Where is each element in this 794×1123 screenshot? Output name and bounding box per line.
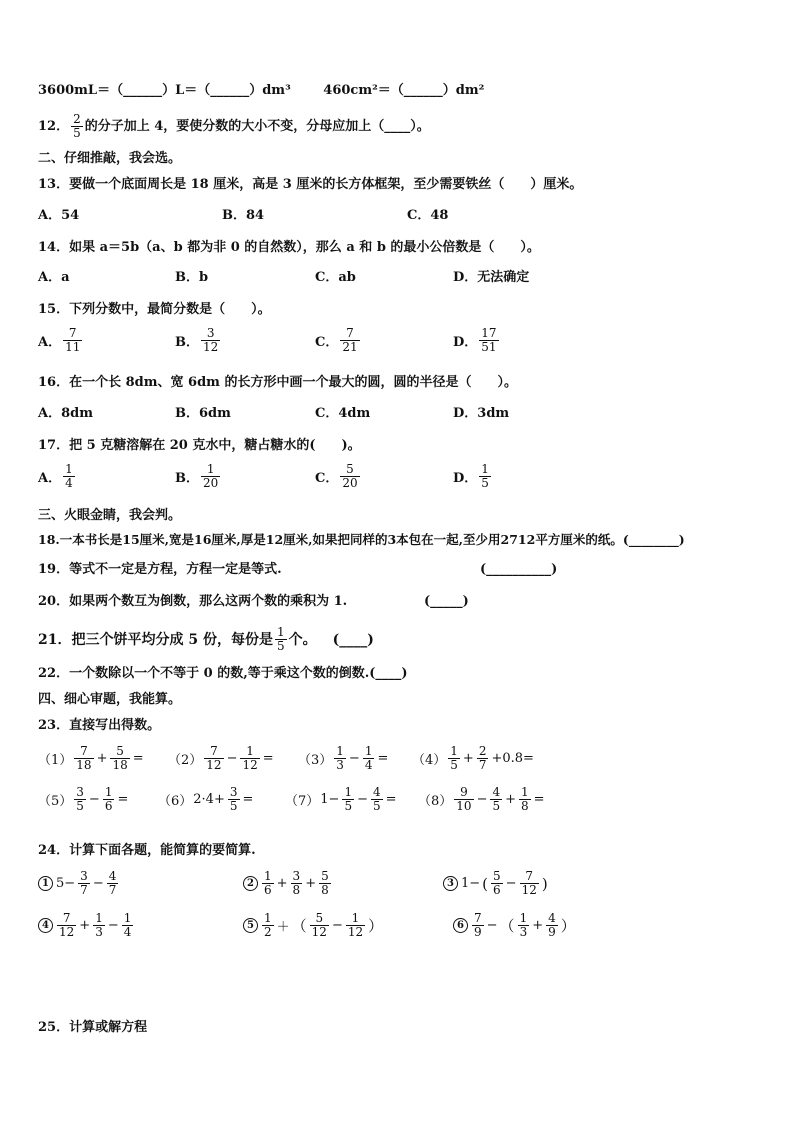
- item-label: （5）: [38, 794, 73, 809]
- option-label: C．: [315, 335, 339, 350]
- section-heading-choice: 二、仔细推敲，我会选。: [38, 151, 182, 166]
- calc-2: 2 $\frac{1}{6}$ + $\frac{3}{8}$ + $\frac{5}{8}$: [243, 870, 333, 897]
- item-number-circle: 3: [443, 876, 458, 891]
- question-20: [38, 594, 347, 610]
- fraction: [71, 113, 83, 140]
- question-24-title: 24．计算下面各题，能简算的要简算.: [38, 843, 256, 858]
- option-c: [315, 463, 362, 490]
- option-b: [175, 463, 222, 490]
- numerator: 1: [65, 462, 73, 476]
- section-heading-judge: 三、火眼金睛，我会判。: [38, 508, 182, 523]
- question-22: 22．一个数除以一个不等于 0 的数,等于乘这个数的倒数.(____): [38, 666, 408, 681]
- option-a: [38, 327, 84, 354]
- conversion-volume: 3600mL＝（______）L＝（______）dm³: [38, 83, 291, 98]
- question-16: 16．在一个长 8dm、宽 6dm 的长方形中画一个最大的圆，圆的半径是（ ）。: [38, 375, 517, 390]
- question-text-end: 个。: [288, 631, 317, 648]
- item-number-circle: 2: [243, 876, 258, 891]
- question-text: 20．如果两个数互为倒数，那么这两个数的乘积为 1.: [38, 594, 348, 609]
- option-d: D．无法确定: [453, 270, 530, 285]
- numerator: 3: [206, 326, 215, 340]
- calc-4: 4 $\frac{7}{12}$ + $\frac{1}{3}$ − $\frac{1}{4}$: [38, 912, 135, 939]
- option-d: [453, 327, 501, 354]
- denominator: 20: [203, 476, 219, 490]
- numerator: 7: [68, 326, 77, 340]
- question-12: [38, 113, 430, 140]
- item-number-circle: 6: [453, 918, 468, 933]
- question-number: 12．: [38, 118, 70, 134]
- answer-blank: (_____): [424, 594, 469, 609]
- calc-5: 5 $\frac{1}{2}$ ＋ （ $\frac{5}{12}$ − $\frac{1}{12}$ ）: [243, 912, 384, 939]
- question-14: 14．如果 a＝5b（a、b 都为非 0 的自然数），那么 a 和 b 的最小公倍数是（ ）。: [38, 240, 540, 255]
- expression-8: （8） $\frac{9}{10}$ − $\frac{4}{5}$ + $\frac{1}{8}$ =: [418, 785, 545, 813]
- item-number-circle: 1: [38, 876, 53, 891]
- fill-blank-unit-conversion: [38, 83, 484, 99]
- answer-blank: (__________): [480, 562, 558, 577]
- question-text: 21．把三个饼平均分成 5 份，每份是: [38, 631, 273, 648]
- option-a: [38, 463, 77, 490]
- option-b: B．84: [222, 208, 265, 223]
- answer-blank: (____): [332, 631, 374, 648]
- denominator: 11: [65, 340, 81, 354]
- option-a: A．a: [38, 270, 70, 285]
- numerator: 1: [276, 625, 285, 639]
- item-label: （2）: [168, 753, 203, 768]
- option-label: D．: [453, 335, 478, 350]
- numerator: 1: [481, 462, 489, 476]
- option-label: B．: [175, 335, 199, 350]
- denominator: 12: [203, 340, 219, 354]
- option-c: C．48: [407, 208, 449, 223]
- question-13: 13．要做一个底面周长是 18 厘米，高是 3 厘米的长方体框架，至少需要铁丝（ ）厘米。: [38, 177, 583, 192]
- item-label: （4）: [412, 753, 447, 768]
- expression-5: （5） $\frac{3}{5}$ − $\frac{1}{6}$ =: [38, 785, 129, 813]
- option-d: D．3dm: [453, 406, 510, 421]
- denominator: 21: [342, 340, 358, 354]
- option-c: C．4dm: [315, 406, 371, 421]
- item-label: （7）: [285, 794, 320, 809]
- numerator: 2: [73, 112, 81, 126]
- item-number-circle: 4: [38, 918, 53, 933]
- expression-1: （1） $\frac{7}{18}$ + $\frac{5}{18}$ =: [38, 744, 144, 772]
- question-25: 25．计算或解方程: [38, 1020, 148, 1035]
- option-b: B．6dm: [175, 406, 231, 421]
- denominator: 5: [276, 639, 285, 653]
- numerator: 7: [346, 326, 354, 340]
- option-label: B．: [175, 471, 199, 486]
- denominator: 5: [481, 476, 489, 490]
- option-label: C．: [315, 471, 339, 486]
- option-b: B．b: [175, 270, 209, 285]
- option-c: [315, 327, 362, 354]
- question-17: 17．把 5 克糖溶解在 20 克水中，糖占糖水的( )。: [38, 438, 361, 453]
- numerator: 5: [346, 462, 354, 476]
- option-label: A．: [38, 335, 62, 350]
- denominator: 20: [342, 476, 358, 490]
- expression-2: （2） $\frac{7}{12}$ − $\frac{1}{12}$ =: [168, 744, 274, 772]
- option-c: C．ab: [315, 270, 356, 285]
- item-label: （6）: [158, 794, 193, 809]
- question-text: 19．等式不一定是方程，方程一定是等式.: [38, 562, 282, 577]
- question-18: 18.一本书长是15厘米,宽是16厘米,厚是12厘米,如果把同样的3本包在一起,至少用2712平方厘米的纸。(________): [38, 532, 685, 547]
- expression-6: （6） 2·4+ $\frac{3}{5}$ =: [158, 785, 254, 813]
- option-d: [453, 463, 493, 490]
- question-15: 15．下列分数中，最简分数是（ ）。: [38, 302, 271, 317]
- item-number-circle: 5: [243, 918, 258, 933]
- numerator: 17: [481, 326, 497, 340]
- expression-3: （3） $\frac{1}{3}$ − $\frac{1}{4}$ =: [298, 744, 389, 772]
- calc-1: 1 5− $\frac{3}{7}$ − $\frac{4}{7}$: [38, 870, 120, 897]
- numerator: 1: [206, 462, 215, 476]
- option-label: D．: [453, 471, 478, 486]
- question-19: [38, 562, 282, 578]
- expression-4: （4） $\frac{1}{5}$ + $\frac{2}{7}$ +0.8=: [412, 744, 534, 772]
- option-label: A．: [38, 471, 62, 486]
- calc-6: 6 $\frac{7}{9}$ − （ $\frac{1}{3}$ + $\frac{4}{9}$ ）: [453, 912, 577, 939]
- item-label: （8）: [418, 794, 453, 809]
- expression-7: （7） 1− $\frac{1}{5}$ − $\frac{4}{5}$ =: [285, 785, 397, 813]
- option-a: A．54: [38, 208, 80, 223]
- question-21: [38, 626, 374, 653]
- conversion-area: 460cm²＝（______）dm²: [323, 83, 485, 98]
- question-text: 的分子加上 4，要使分数的大小不变，分母应加上（____）。: [84, 118, 430, 134]
- question-23-title: 23．直接写出得数。: [38, 718, 161, 733]
- option-b: [175, 327, 222, 354]
- denominator: 4: [65, 476, 73, 490]
- item-label: （1）: [38, 753, 73, 768]
- calc-3: 3 1− ( $\frac{5}{6}$ − $\frac{7}{12}$ ): [443, 870, 549, 897]
- denominator: 5: [73, 126, 81, 140]
- item-label: （3）: [298, 753, 333, 768]
- option-a: A．8dm: [38, 406, 93, 421]
- section-heading-calc: 四、细心审题，我能算。: [38, 692, 182, 707]
- denominator: 51: [481, 340, 497, 354]
